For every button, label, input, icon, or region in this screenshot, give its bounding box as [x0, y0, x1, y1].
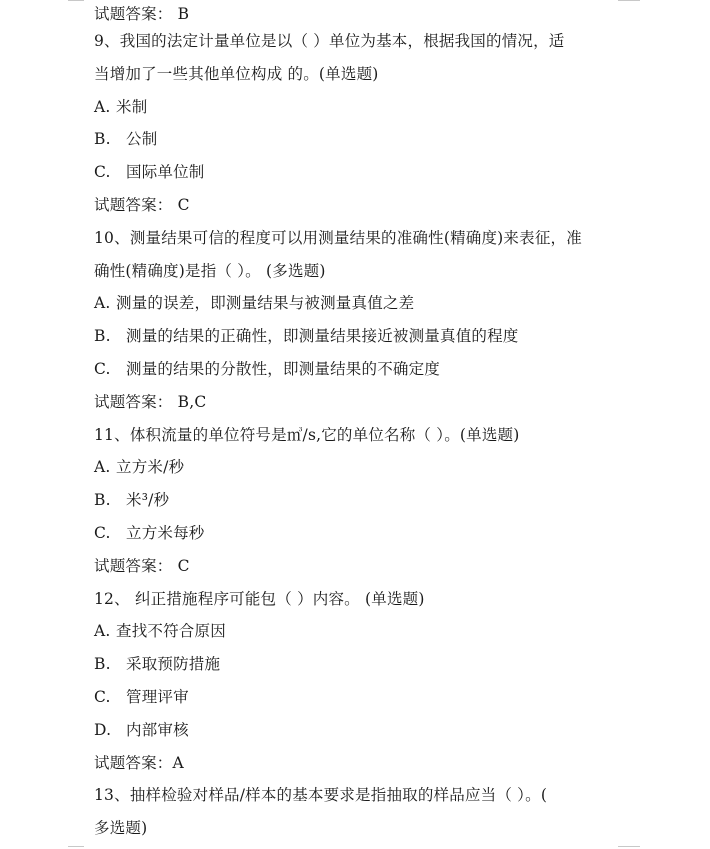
option-letter: B. — [94, 327, 111, 346]
option-letter: B. — [94, 491, 111, 510]
option-line — [94, 718, 624, 751]
answer-line: 试题答案：A — [94, 753, 184, 772]
option-letter: B. — [94, 130, 111, 149]
option-text: 测量的结果的分散性，即测量结果的不确定度 — [126, 359, 441, 378]
option-text: 立方米/秒 — [116, 458, 185, 477]
option-letter: A. — [94, 97, 111, 116]
question-text-continued: 多选题) — [94, 819, 148, 838]
answer-line: 试题答案： C — [94, 556, 190, 575]
option-line — [94, 95, 624, 128]
option-line — [94, 685, 624, 718]
option-line — [94, 160, 624, 193]
option-text: 立方米每秒 — [126, 523, 205, 542]
option-text: 采取预防措施 — [126, 655, 221, 674]
option-line — [94, 127, 624, 160]
option-line — [94, 521, 624, 554]
page-corner-mark — [68, 0, 84, 3]
question-text: 11、体积流量的单位符号是㎥/s,它的单位名称（ ）。(单选题) — [94, 425, 520, 444]
question-text: 10、测量结果可信的程度可以用测量结果的准确性(精确度)来表征，准 — [94, 228, 582, 247]
option-text: 内部审核 — [126, 720, 189, 739]
option-letter: C. — [94, 523, 111, 542]
option-line — [94, 652, 624, 685]
answer-line: 试题答案： B — [94, 5, 190, 23]
option-text: 测量的结果的正确性，即测量结果接近被测量真值的程度 — [126, 327, 519, 346]
page-corner-mark — [68, 846, 84, 847]
question-text-continued: 当增加了一些其他单位构成 的。(单选题) — [94, 64, 379, 83]
answer-line: 试题答案： C — [94, 195, 190, 214]
option-letter: A. — [94, 294, 111, 313]
option-line — [94, 324, 624, 357]
option-text: 测量的误差，即测量结果与被测量真值之差 — [116, 294, 415, 313]
option-letter: A. — [94, 458, 111, 477]
option-line — [94, 291, 624, 324]
option-letter: C. — [94, 163, 111, 182]
option-letter: C. — [94, 359, 111, 378]
option-text: 国际单位制 — [126, 163, 205, 182]
option-text: 公制 — [126, 130, 158, 149]
option-text: 管理评审 — [126, 687, 189, 706]
option-line — [94, 357, 624, 390]
answer-line: 试题答案： B,C — [94, 392, 207, 411]
option-letter: B. — [94, 655, 111, 674]
question-text: 9、我国的法定计量单位是以（ ）单位为基本，根据我国的情况，适 — [94, 32, 565, 50]
question-text: 12、 纠正措施程序可能包（ ）内容。 (单选题) — [94, 589, 425, 608]
option-text: 米³/秒 — [126, 491, 170, 510]
option-text: 查找不符合原因 — [116, 622, 226, 641]
question-text-continued: 确性(精确度)是指（ ）。 (多选题) — [94, 261, 326, 280]
option-text: 米制 — [116, 97, 148, 116]
document-body — [94, 2, 624, 849]
option-line — [94, 488, 624, 521]
option-letter: A. — [94, 622, 111, 641]
question-text: 13、抽样检验对样品/样本的基本要求是指抽取的样品应当（ ）。( — [94, 786, 548, 805]
option-line — [94, 455, 624, 488]
option-letter: D. — [94, 720, 112, 739]
option-line — [94, 619, 624, 652]
option-letter: C. — [94, 687, 111, 706]
